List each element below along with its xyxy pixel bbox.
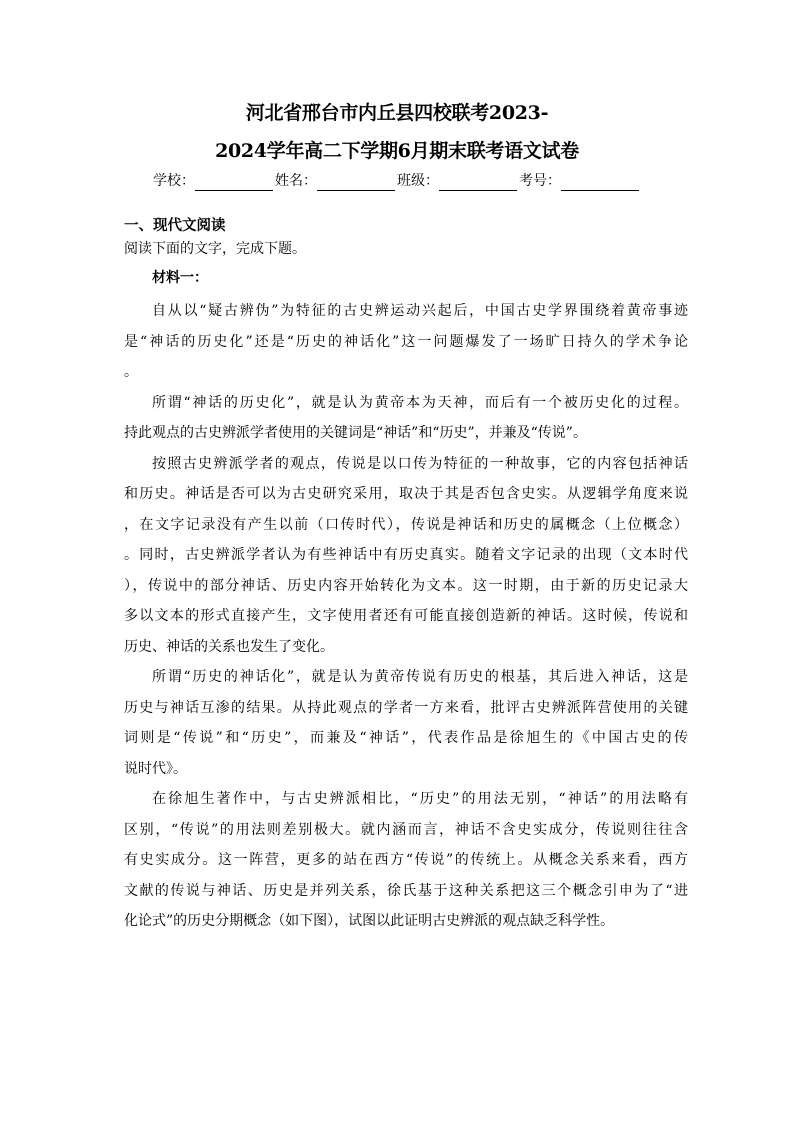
class-blank (439, 174, 517, 191)
passage-line: 。同时，古史辨派学者认为有些神话中有历史真实。随着文字记录的出现（文本时代 (124, 547, 688, 563)
student-info-row (0, 171, 794, 191)
exam-number-blank (561, 174, 639, 191)
school-label: 学校： (153, 173, 195, 189)
section-heading: 一、现代文阅读 (124, 218, 226, 234)
passage-body (124, 296, 688, 937)
passage-line: 是“神话的历史化”还是“历史的神话化”这一问题爆发了一场旷日持久的学术争论 (124, 333, 688, 350)
document-title-line1: 河北省邢台市内丘县四校联考2023- (245, 102, 549, 124)
passage-line: ，在文字记录没有产生以前（口传时代），传说是神话和历史的属概念（上位概念） (124, 516, 688, 533)
passage-line: 区别，“传说”的用法则差别极大。就内涵而言，神话不含史实成分，传说则往往含 (124, 821, 688, 838)
material-label: 材料一： (152, 270, 208, 286)
class-label: 班级： (397, 173, 439, 189)
passage-line: 化论式”的历史分期概念（如下图），试图以此证明古史辨派的观点缺乏科学性。 (124, 913, 615, 929)
school-blank (195, 174, 273, 191)
passage-line: 在徐旭生著作中，与古史辨派相比，“历史”的用法无别，“神话”的用法略有 (152, 791, 688, 807)
passage-line: 词则是“传说”和“历史”，而兼及“神话”，代表作品是徐旭生的《中国古史的传 (124, 730, 688, 746)
name-label: 姓名： (275, 173, 317, 189)
passage-line: 说时代》。 (124, 760, 187, 777)
document-title-line2: 2024学年高二下学期6月期末联考语文试卷 (215, 140, 579, 162)
name-blank (317, 174, 395, 191)
passage-line: 。 (124, 364, 138, 380)
reading-instruction: 阅读下面的文字，完成下题。 (124, 241, 306, 257)
passage-line: 多以文本的形式直接产生，文字使用者还有可能直接创造新的神话。这时候，传说和 (124, 608, 688, 624)
passage-line: 历史与神话互渗的结果。从持此观点的学者一方来看，批评古史辨派阵营使用的关键 (124, 699, 688, 716)
passage-line: 有史实成分。这一阵营，更多的站在西方“传说”的传统上。从概念关系来看，西方 (124, 852, 688, 868)
passage-line: 历史、神话的关系也发生了变化。 (124, 638, 334, 655)
passage-line: 所谓“历史的神话化”，就是认为黄帝传说有历史的根基，其后进入神话，这是 (152, 669, 688, 685)
passage-line: 自从以“疑古辨伪”为特征的古史辨运动兴起后，中国古史学界围绕着黄帝事迹 (152, 303, 688, 319)
passage-line: 所谓“神话的历史化”，就是认为黄帝本为天神，而后有一个被历史化的过程。 (152, 394, 688, 411)
passage-line: ），传说中的部分神话、历史内容开始转化为文本。这一时期，由于新的历史记录大 (124, 577, 688, 594)
passage-line: 按照古史辨派学者的观点，传说是以口传为特征的一种故事，它的内容包括神话 (152, 455, 688, 472)
passage-line: 文献的传说与神话、历史是并列关系，徐氏基于这种关系把这三个概念引申为了“进 (124, 882, 688, 899)
passage-line: 持此观点的古史辨派学者使用的关键词是“神话”和“历史”，并兼及“传说”。 (124, 425, 587, 441)
passage-line: 和历史。神话是否可以为古史研究采用，取决于其是否包含史实。从逻辑学角度来说 (124, 486, 688, 502)
exam-number-label: 考号： (519, 173, 561, 189)
